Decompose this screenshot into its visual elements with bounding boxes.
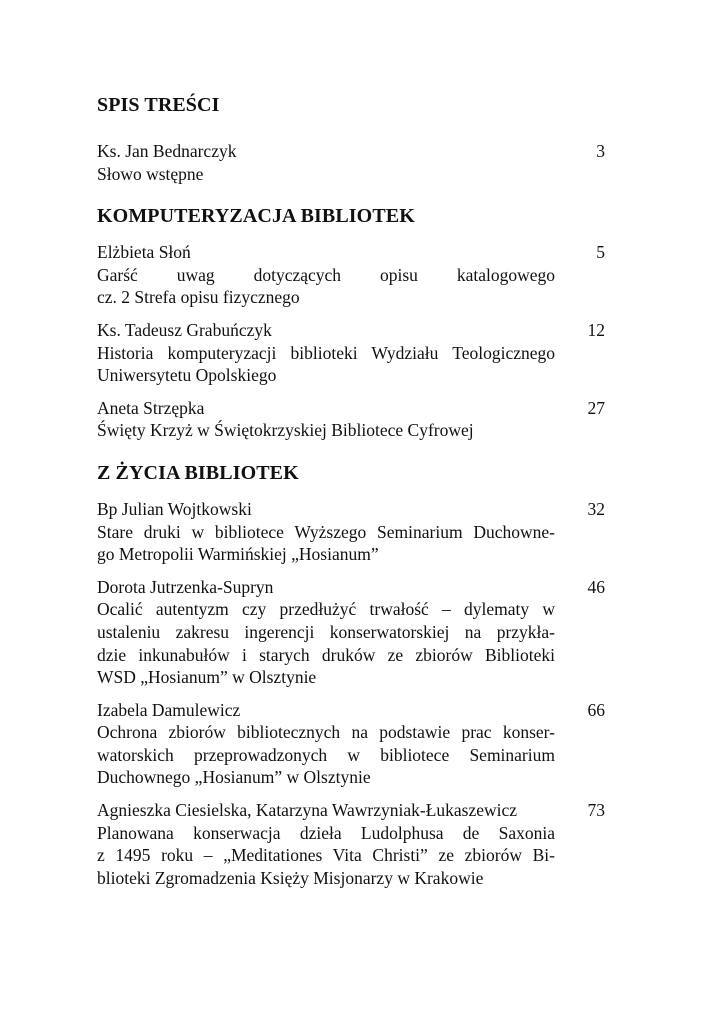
toc-entry: [97, 140, 605, 185]
toc-title-line: cz. 2 Strefa opisu fizycznego: [97, 287, 300, 308]
toc-entry: [97, 576, 605, 689]
toc-author: Dorota Jutrzenka-Supryn: [97, 576, 274, 597]
toc-entry-text: [97, 699, 555, 789]
toc-title-line: Duchownego „Hosianum” w Olsztynie: [97, 767, 371, 788]
toc-entry: [97, 699, 605, 789]
toc-title-line: Uniwersytetu Opolskiego: [97, 365, 277, 386]
toc-page-number: 32: [587, 498, 605, 519]
toc-title-line: blioteki Zgromadzenia Księży Misjonarzy w Krakowie: [97, 867, 484, 888]
toc-entry-text: [97, 140, 555, 185]
toc-author: Aneta Strzępka: [97, 397, 205, 418]
toc-author: Bp Julian Wojtkowski: [97, 498, 252, 519]
toc-author: Ks. Tadeusz Grabuńczyk: [97, 319, 272, 340]
section-heading: Z ŻYCIA BIBLIOTEK: [97, 461, 299, 484]
toc-entry-text: [97, 576, 555, 689]
toc-sections: [97, 203, 605, 889]
toc-title-line: Ocalić autentyzm czy przedłużyć trwałość – dylematy w: [97, 599, 555, 620]
toc-page-number: 66: [587, 699, 605, 720]
toc-entry: [97, 498, 605, 566]
page-title: SPIS TREŚCI: [97, 94, 220, 116]
toc-title-line: Planowana konserwacja dzieła Ludolphusa de Saxonia: [97, 822, 555, 843]
toc-entry-text: [97, 799, 555, 889]
toc-title-line: Ochrona zbiorów bibliotecznych na podstawie prac konser-: [97, 722, 555, 743]
toc-title-line: ustaleniu zakresu ingerencji konserwatorskiej na przykła-: [97, 621, 555, 642]
toc-title-line: Historia komputeryzacji biblioteki Wydziału Teologicznego: [97, 342, 555, 363]
toc-title-line: Święty Krzyż w Świętokrzyskiej Bibliotece Cyfrowej: [97, 420, 474, 441]
toc-author: Izabela Damulewicz: [97, 699, 241, 720]
toc-title-line: dzie inkunabułów i starych druków ze zbiorów Biblioteki: [97, 644, 555, 665]
toc-page-number: 5: [596, 242, 605, 263]
toc-author: Ks. Jan Bednarczyk: [97, 141, 237, 161]
toc-entry: [97, 319, 605, 387]
toc-title-line: Słowo wstępne: [97, 163, 204, 184]
table-of-contents: [97, 92, 605, 899]
toc-entry-text: [97, 319, 555, 387]
toc-title-line: go Metropolii Warmińskiej „Hosianum”: [97, 544, 379, 565]
toc-entry: [97, 799, 605, 889]
toc-author: Elżbieta Słoń: [97, 242, 191, 263]
toc-title-line: watorskich przeprowadzonych w bibliotece Seminarium: [97, 744, 555, 765]
toc-entry: [97, 241, 605, 309]
toc-entry: [97, 397, 605, 442]
toc-author: Agnieszka Ciesielska, Katarzyna Wawrzyniak-Łukaszewicz: [97, 800, 518, 821]
toc-title-line: Stare druki w bibliotece Wyższego Seminarium Duchowne-: [97, 521, 555, 542]
toc-page-number: 27: [587, 397, 605, 418]
toc-page-number: 12: [587, 319, 605, 340]
toc-title-line: Garść uwag dotyczących opisu katalogowego: [97, 264, 555, 285]
toc-entry-text: [97, 397, 555, 442]
toc-page-number: 46: [587, 576, 605, 597]
section-heading: KOMPUTERYZACJA BIBLIOTEK: [97, 205, 415, 228]
toc-page-number: 3: [596, 141, 605, 161]
toc-title-line: WSD „Hosianum” w Olsztynie: [97, 667, 317, 688]
toc-entry-text: [97, 498, 555, 566]
toc-page-number: 73: [587, 800, 605, 821]
toc-title-line: z 1495 roku – „Meditationes Vita Christi” ze zbiorów Bi-: [97, 845, 555, 866]
toc-entry-text: [97, 241, 555, 309]
